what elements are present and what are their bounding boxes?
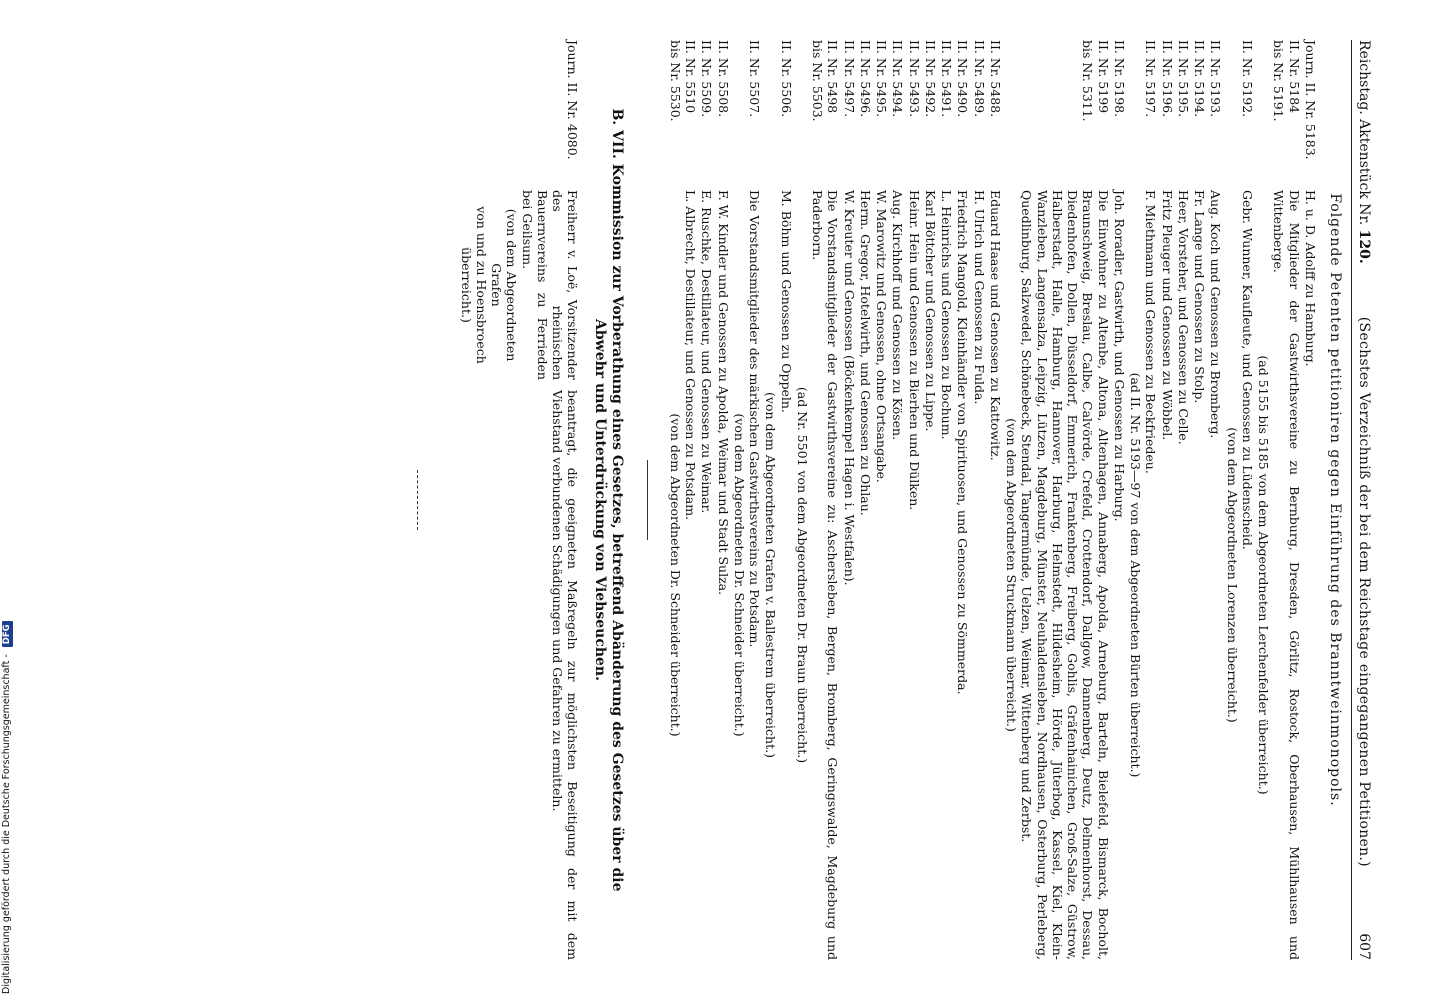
petition-text: F. W. Kindler und Genossen zu Apolda, Weimar und Stadt Sulza. bbox=[715, 190, 731, 596]
page-header bbox=[1351, 40, 1372, 960]
petition-ref: II. Nr. 5490. bbox=[955, 40, 971, 118]
petition-entry bbox=[923, 40, 938, 960]
section-heading-line2: Abwehr und Unterdrückung von Viehseuchen. bbox=[591, 319, 608, 681]
petition-list bbox=[668, 40, 1318, 960]
petition-text-block bbox=[971, 190, 986, 960]
petition-ref: II. Nr. 5497. bbox=[841, 40, 857, 118]
final-entry-who-sub1: (von dem Abgeordneten Grafen bbox=[489, 208, 520, 362]
petition-text-block bbox=[1224, 190, 1255, 960]
petition-entry bbox=[988, 40, 1003, 960]
petition-text: Heer, Vorsteher, und Genossen zu Celle. bbox=[1175, 190, 1191, 445]
petition-text: M. Böhm und Genossen zu Oppeln. bbox=[778, 190, 794, 413]
petition-text-block bbox=[699, 190, 714, 960]
petition-entry bbox=[1224, 40, 1255, 960]
petition-text-block bbox=[1159, 190, 1174, 960]
petition-text-block bbox=[732, 190, 763, 960]
petition-text: Die Vorstandsmitglieder des märkischen Gastwirthsvereins zu Potsdam. bbox=[747, 190, 763, 648]
petition-text: Heinr. Hein und Genossen zu Bierhen und Dülken. bbox=[906, 190, 922, 511]
petition-ref: II. Nr. 5193. bbox=[1208, 40, 1224, 118]
petition-entry bbox=[841, 40, 856, 960]
dfg-logo: DFG bbox=[2, 621, 13, 647]
petition-entry bbox=[955, 40, 970, 960]
petition-text-block bbox=[795, 190, 841, 960]
petition-entry bbox=[763, 40, 794, 960]
petition-entry bbox=[795, 40, 841, 960]
petition-entry bbox=[971, 40, 986, 960]
section-heading-line1: B. VII. Kommission zur Vorberathung eines Gesetzes, betreffend Abänderung des Gesetzes über die bbox=[608, 108, 625, 892]
intro-heading: Folgende Petenten petitioniren gegen Einführung des Branntweinmonopols. bbox=[1326, 193, 1343, 807]
petition-entry bbox=[858, 40, 873, 960]
petition-ref: II. Nr. 5491. bbox=[939, 40, 955, 118]
header-left bbox=[1355, 40, 1372, 264]
petition-text-block bbox=[939, 190, 954, 960]
petition-ref: II. Nr. 5510 bis Nr. 5530. bbox=[667, 40, 699, 122]
page-number: 607 bbox=[1356, 933, 1372, 960]
end-divider bbox=[417, 470, 418, 530]
petition-text: H. u. D. Adolff zu Hamburg. bbox=[1302, 190, 1318, 367]
petition-text-block bbox=[1112, 190, 1127, 960]
petition-entry bbox=[1303, 40, 1318, 960]
petition-ref: II. Nr. 5494. bbox=[890, 40, 906, 118]
petition-ref: II. Nr. 5507. bbox=[747, 40, 763, 118]
final-entry-ref: Journ. II. Nr. 4080. bbox=[565, 40, 581, 160]
petition-ref: II. Nr. 5508. bbox=[715, 40, 731, 118]
petition-ref: II. Nr. 5199 bis Nr. 5311. bbox=[1080, 40, 1111, 122]
petition-text: E. Ruschke, Destillateur, und Genossen zu Weimar. bbox=[699, 190, 715, 514]
petition-text: Die Mitglieder der Gastwirthsvereine zu Bernburg, Dresden, Görlitz, Rostock, Oberhausen, Mühlhausen und Wittenberge. bbox=[1271, 190, 1302, 960]
petition-text-block bbox=[1256, 190, 1302, 960]
petition-text: W. Marowitz und Genossen, ohne Ortsangabe. bbox=[874, 190, 890, 483]
petition-text-block bbox=[841, 190, 856, 960]
petition-text: Friedrich Mangold, Kleinhändler von Spirituosen, und Genossen zu Sömmerda. bbox=[955, 190, 971, 695]
petition-entry bbox=[890, 40, 905, 960]
petition-text-block bbox=[715, 190, 730, 960]
petition-entry bbox=[1256, 40, 1302, 960]
petition-ref: II. Nr. 5194. bbox=[1192, 40, 1208, 118]
petition-text-block bbox=[668, 190, 699, 960]
petition-text-block bbox=[988, 190, 1003, 960]
petition-forwarded-note: (ad 5155 bis 5185 von dem Abgeordneten Lerchenfelder überreicht.) bbox=[1256, 355, 1272, 795]
final-entry-who: Freiherr v. Loë, Vorsitzender des rheinischen Bauernvereins zu Ferrieden bei Geilsum. bbox=[519, 190, 581, 380]
petition-entry bbox=[1208, 40, 1223, 960]
petition-text: Fr. Lange und Genossen zu Stolp. bbox=[1192, 190, 1208, 404]
petition-forwarded-note: (von dem Abgeordneten Dr. Schneider überreicht.) bbox=[667, 413, 683, 737]
petition-text-block bbox=[1192, 190, 1207, 960]
petition-ref: II. Nr. 5488. bbox=[987, 40, 1003, 118]
petition-text-block bbox=[906, 190, 921, 960]
petition-ref: II. Nr. 5492. bbox=[922, 40, 938, 118]
petition-forwarded-note: (ad Nr. 5501 von dem Abgeordneten Dr. Braun überreicht.) bbox=[794, 386, 810, 764]
petition-ref: II. Nr. 5496. bbox=[857, 40, 873, 118]
header-number: 120. bbox=[1356, 229, 1372, 264]
petition-text: Gebr. Wunner, Kaufleute, und Genossen zu Lüdenscheid. bbox=[1239, 190, 1255, 550]
petition-text-block bbox=[874, 190, 889, 960]
final-entry-who-sub3: überreicht.) bbox=[458, 247, 474, 323]
petition-text: H. Ulrich und Genossen zu Fulda. bbox=[971, 190, 987, 405]
petition-ref: II. Nr. 5493. bbox=[906, 40, 922, 118]
petition-text: Karl Böttcher und Genossen zu Lippe. bbox=[922, 190, 938, 432]
petition-ref: II. Nr. 5197. bbox=[1143, 40, 1159, 118]
header-left-text: Reichstag. Aktenstück Nr. bbox=[1356, 40, 1372, 226]
petition-text: Fritz Pleuger und Genossen zu Wöbbel. bbox=[1159, 190, 1175, 441]
petition-text-block bbox=[1303, 190, 1318, 960]
petition-ref: II. Nr. 5506. bbox=[778, 40, 794, 118]
petition-text-block bbox=[1176, 190, 1191, 960]
petition-ref: II. Nr. 5489. bbox=[971, 40, 987, 118]
petition-entry bbox=[1159, 40, 1174, 960]
petition-ref: II. Nr. 5498 bis Nr. 5503. bbox=[810, 40, 841, 122]
petition-forwarded-note: (von dem Abgeordneten Struckmann überreicht.) bbox=[1004, 418, 1020, 732]
petition-text: F. Miethmann und Genossen zu Beckfriedeu. bbox=[1143, 190, 1159, 474]
petition-ref: II. Nr. 5196. bbox=[1159, 40, 1175, 118]
petition-text-block bbox=[1128, 190, 1159, 960]
petition-text-block bbox=[1208, 190, 1223, 960]
final-entry-petitioner bbox=[458, 190, 580, 380]
petition-ref: II. Nr. 5509. bbox=[699, 40, 715, 118]
final-entry-request: beantragt, die geeigneten Maßregeln zur möglichsten Beseitigung der mit dem Viehstand verbundenen Schädigungen und Gefahren zu ermitteln. bbox=[550, 390, 581, 960]
petition-text: L. Heinrichs und Genossen zu Bochum. bbox=[939, 190, 955, 440]
petition-forwarded-note: (von dem Abgeordneten Dr. Schneider überreicht.) bbox=[731, 413, 747, 737]
petition-text: Eduard Haase und Genossen zu Kattowitz. bbox=[987, 190, 1003, 461]
petition-text-block bbox=[955, 190, 970, 960]
petition-text: Herm. Gregor, Hotelwirth, und Genossen zu Ohlau. bbox=[857, 190, 873, 516]
petition-entry bbox=[1004, 40, 1111, 960]
petition-ref: II. Nr. 5495. bbox=[874, 40, 890, 118]
petition-entry bbox=[715, 40, 730, 960]
petition-text-block bbox=[890, 190, 905, 960]
petition-text: Die Einwohner zu Altenbe, Altona, Altenhagen, Annaberg, Apolda, Arneburg, Barteln, Bielefeld, Bismarck, Bocholt, Braunschweig, Breslau, Calbe, Calvörde, Crefeld, Crottendorf, Dallgow, Dannenberg, Deutz, Delmenhorst, Dessau, Diedenhofen, Dollen, Düsseldorf, Emmerich, Frankenberg, Freiberg, Gohlis, Gräfenhainichen, Groß-Salze, Güstrow, Halberstadt, Halle, Hamburg, Hannover, Harburg, Helmstedt, Hildesheim, Hörde, Jüterbog, Kassel, Kiel, Klein-Wanzleben, Langensalza, Leipzig, Lützen, Magdeburg, Münster, Neuhaldensleben, Nordhausen, Osterburg, Perleberg, Quedlinburg, Salzwedel, Schönebeck, Stendal, Tangermünde, Uelzen, Weimar, Wittenberg und Zerbst. bbox=[1019, 190, 1111, 960]
petition-text-block bbox=[763, 190, 794, 960]
petition-forwarded-note: (ad II. Nr. 5193—97 von dem Abgeordneten Bürten überreicht.) bbox=[1128, 372, 1144, 778]
petition-ref: II. Nr. 5195. bbox=[1175, 40, 1191, 118]
petition-ref: II. Nr. 5198. bbox=[1111, 40, 1127, 118]
petition-entry bbox=[699, 40, 714, 960]
final-entry-who-sub2: von und zu Hoensbroech bbox=[473, 206, 489, 364]
petition-entry bbox=[732, 40, 763, 960]
petition-text: Die Vorstandsmitglieder der Gastwirthsvereine zu: Aschersleben, Bergen, Bromberg, Geringswalde, Magdeburg und Paderborn. bbox=[810, 190, 841, 960]
petition-text-block bbox=[1004, 190, 1111, 960]
petition-ref: II. Nr. 5184 bis Nr. 5191. bbox=[1271, 40, 1302, 122]
petition-text: Aug. Koch und Genossen zu Bromberg. bbox=[1208, 190, 1224, 439]
petition-entry bbox=[668, 40, 699, 960]
section-heading bbox=[590, 40, 624, 960]
header-center: (Sechstes Verzeichniß der bei dem Reichstage eingegangenen Petitionen.) bbox=[1356, 316, 1372, 867]
divider-line bbox=[647, 460, 648, 540]
petition-entry bbox=[939, 40, 954, 960]
petition-entry bbox=[906, 40, 921, 960]
petition-ref: Journ. II. Nr. 5183. bbox=[1302, 40, 1318, 160]
petition-entry bbox=[1112, 40, 1127, 960]
petition-text: Joh. Roradler, Gastwirth, und Genossen zu Harburg. bbox=[1111, 190, 1127, 522]
final-entry bbox=[458, 40, 580, 960]
petition-ref: II. Nr. 5192. bbox=[1239, 40, 1255, 118]
petition-text-block bbox=[923, 190, 938, 960]
petition-text: W. Kreuter und Genossen (Böckenkempel Hagen i. Westfalen). bbox=[841, 190, 857, 586]
petition-entry bbox=[1128, 40, 1159, 960]
digitization-note-text: Digitalisierung gefördert durch die Deutsche Forschungsgemeinschaft - bbox=[1, 654, 12, 994]
petition-forwarded-note: (von dem Abgeordneten Lorenzen überreicht.) bbox=[1224, 427, 1240, 723]
petition-entry bbox=[874, 40, 889, 960]
petition-text: Aug. Kirchhoff und Genossen zu Kösen. bbox=[890, 190, 906, 441]
petition-entry bbox=[1192, 40, 1207, 960]
petition-text-block bbox=[858, 190, 873, 960]
petition-forwarded-note: (von dem Abgeordneten Grafen v. Ballestrem überreicht.) bbox=[763, 392, 779, 758]
petition-text: L. Albrecht, Destillateur, und Genossen zu Potsdam. bbox=[683, 190, 699, 521]
petition-entry bbox=[1176, 40, 1191, 960]
